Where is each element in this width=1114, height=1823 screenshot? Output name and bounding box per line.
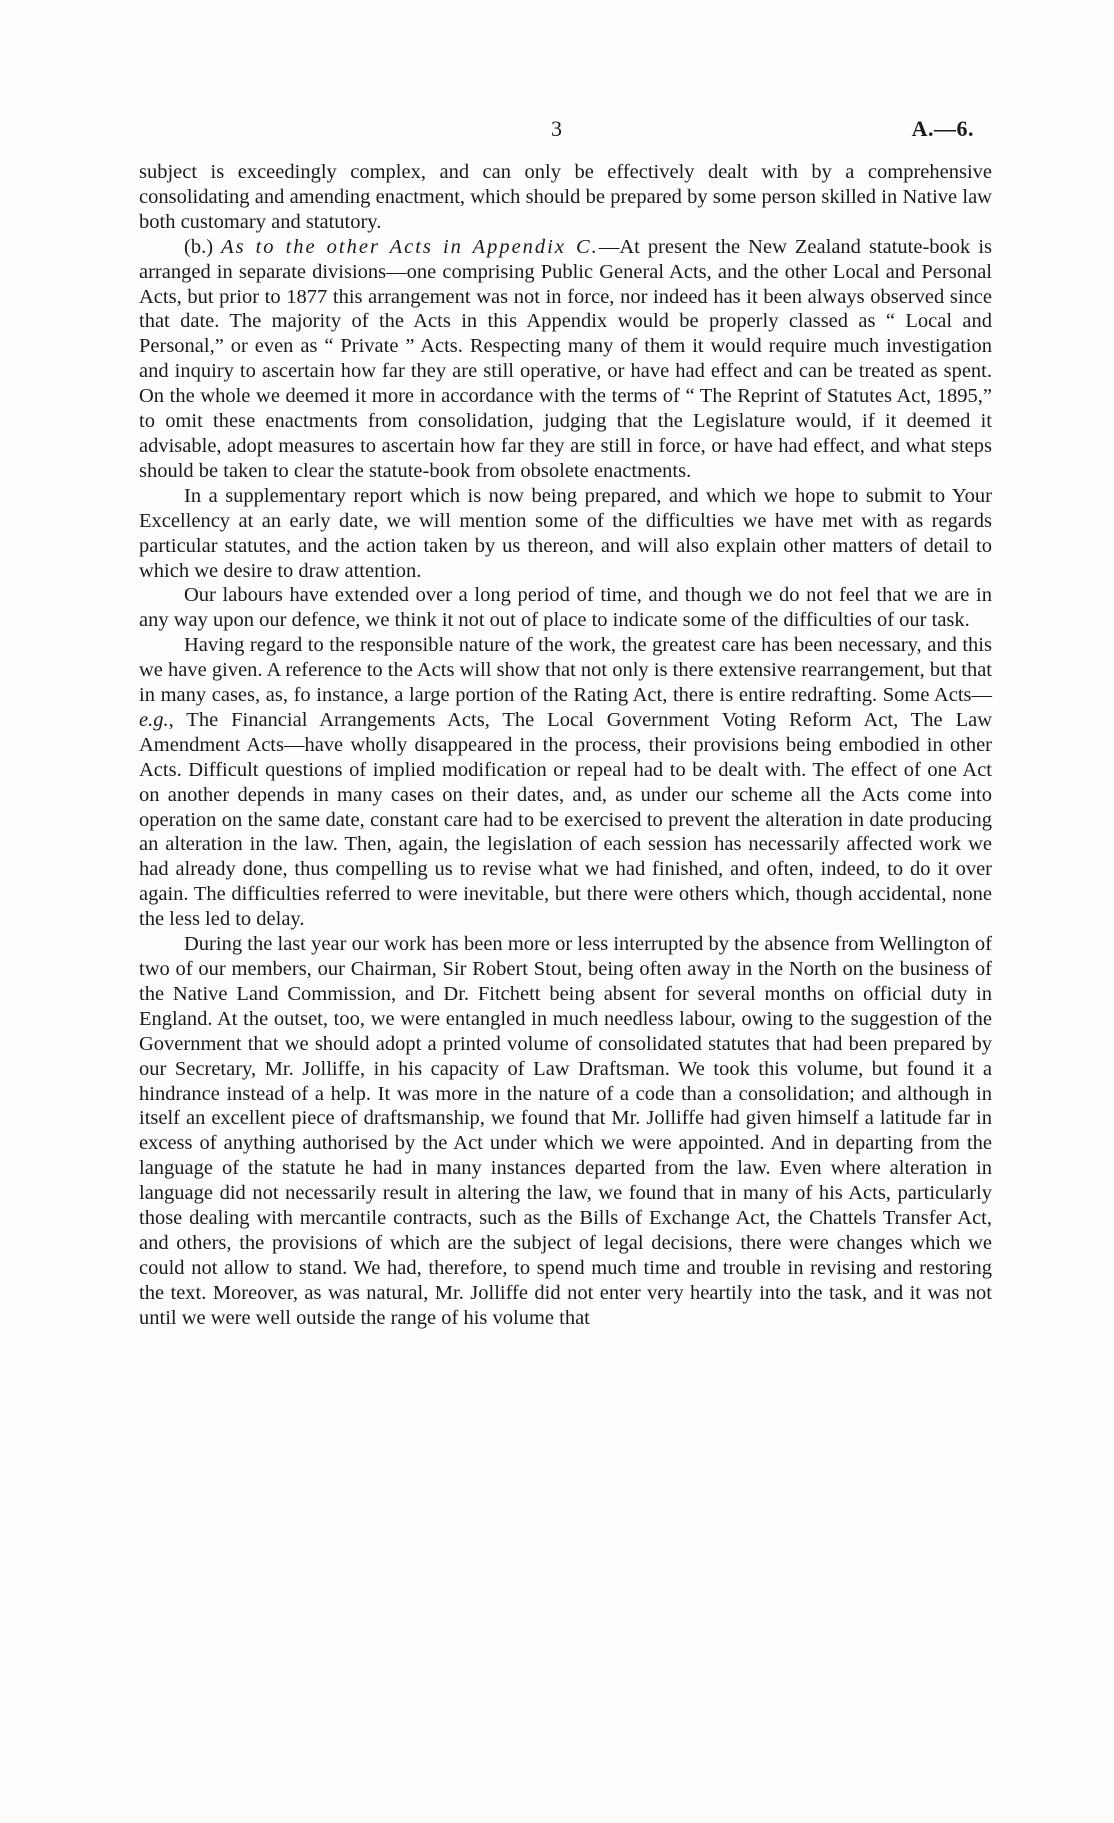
document-reference: A.—6.: [911, 116, 974, 141]
paragraph-lead: (b.): [184, 235, 222, 258]
paragraph-1: [139, 160, 992, 235]
paragraph-6: [139, 932, 992, 1331]
paragraph-heading: As to the other Acts in Appendix C.: [221, 235, 599, 258]
paragraph-4: [139, 583, 992, 633]
body-text: [139, 160, 992, 1331]
paragraph-text: Having regard to the responsible nature of the work, the greatest care has been necessary, and this we have given. A reference to the Acts will show that not only is there extensive rearrangement, but that in many cases, as, fo instance, a large portion of the Rating Act, there is entire redrafting. Some Acts—: [139, 634, 992, 707]
page-header: [0, 116, 1114, 146]
paragraph-5: [139, 633, 992, 932]
page-number: 3: [551, 116, 563, 141]
paragraph-text: In a supplementary report which is now being prepared, and which we hope to submit to Your Excellency at an early date, we will mention some of the difficulties we have met with as regards particular statutes, and the action taken by us thereon, and will also explain other matters of detail to which we desire to draw attention.: [139, 484, 992, 582]
paragraph-text: During the last year our work has been more or less interrupted by the absence from Wellington of two of our members, our Chairman, Sir Robert Stout, being often away in the North on the business of the Native Land Commission, and Dr. Fitchett being absent for several months on official duty in England. At the outset, too, we were entangled in much needless labour, owing to the suggestion of the Government that we should adopt a printed volume of consolidated statutes that had been prepared by our Secretary, Mr. Jolliffe, in his capacity of Law Draftsman. We took this volume, but found it a hindrance instead of a help. It was more in the nature of a code than a consolidation; and although in itself an excellent piece of draftsmanship, we found that Mr. Jolliffe had given himself a latitude far in excess of anything authorised by the Act under which we were appointed. And in departing from the language of the statute he had in many instances departed from the law. Even where alteration in language did not necessarily result in altering the law, we found that in many of his Acts, particularly those dealing with mercantile contracts, such as the Bills of Exchange Act, the Chattels Transfer Act, and others, the provisions of which are the subject of legal decisions, there were changes which we could not allow to stand. We had, therefore, to spend much time and trouble in revising and restoring the text. Moreover, as was natural, Mr. Jolliffe did not enter very heartily into the task, and it was not until we were well outside the range of his volume that: [139, 933, 992, 1329]
paragraph-2: [139, 235, 992, 484]
paragraph-text: Our labours have extended over a long period of time, and though we do not feel that we are in any way upon our defence, we think it not out of place to indicate some of the difficulties of our task.: [139, 584, 992, 632]
paragraph-text-continued: , The Financial Arrangements Acts, The Local Government Voting Reform Act, The Law Amendment Acts—have wholly disappeared in the process, their provisions being embodied in other Acts. Difficult questions of implied modification or repeal had to be dealt with. The effect of one Act on another depends in many cases on their dates, and, as under our scheme all the Acts come into operation on the same date, constant care had to be exercised to prevent the alteration in date producing an alteration in the law. Then, again, the legislation of each session has necessarily affected work we had already done, thus compelling us to revise what we had finished, and often, indeed, to do it over again. The difficulties referred to were inevitable, but there were others which, though accidental, none the less led to delay.: [139, 708, 992, 931]
paragraph-3: [139, 484, 992, 584]
paragraph-text: subject is exceedingly complex, and can only be effectively dealt with by a comprehensive consolidating and amending enactment, which should be prepared by some person skilled in Native law both customary and statutory.: [139, 161, 992, 233]
paragraph-text: —At present the New Zealand statute-book is arranged in separate divisions—one comprising Public General Acts, and the other Local and Personal Acts, but prior to 1877 this arrangement was not in force, nor indeed has it been always observed since that date. The majority of the Acts in this Appendix would be properly classed as “ Local and Personal,” or even as “ Private ” Acts. Respecting many of them it would require much investigation and inquiry to ascertain how far they are still operative, or have had effect and can be treated as spent. On the whole we deemed it more in accordance with the terms of “ The Reprint of Statutes Act, 1895,” to omit these enactments from consolidation, judging that the Legislature would, if it deemed it advisable, adopt measures to ascertain how far they are still in force, or have had effect, and what steps should be taken to clear the statute-book from obsolete enactments.: [139, 235, 993, 482]
paragraph-italic: e.g.: [139, 708, 169, 731]
